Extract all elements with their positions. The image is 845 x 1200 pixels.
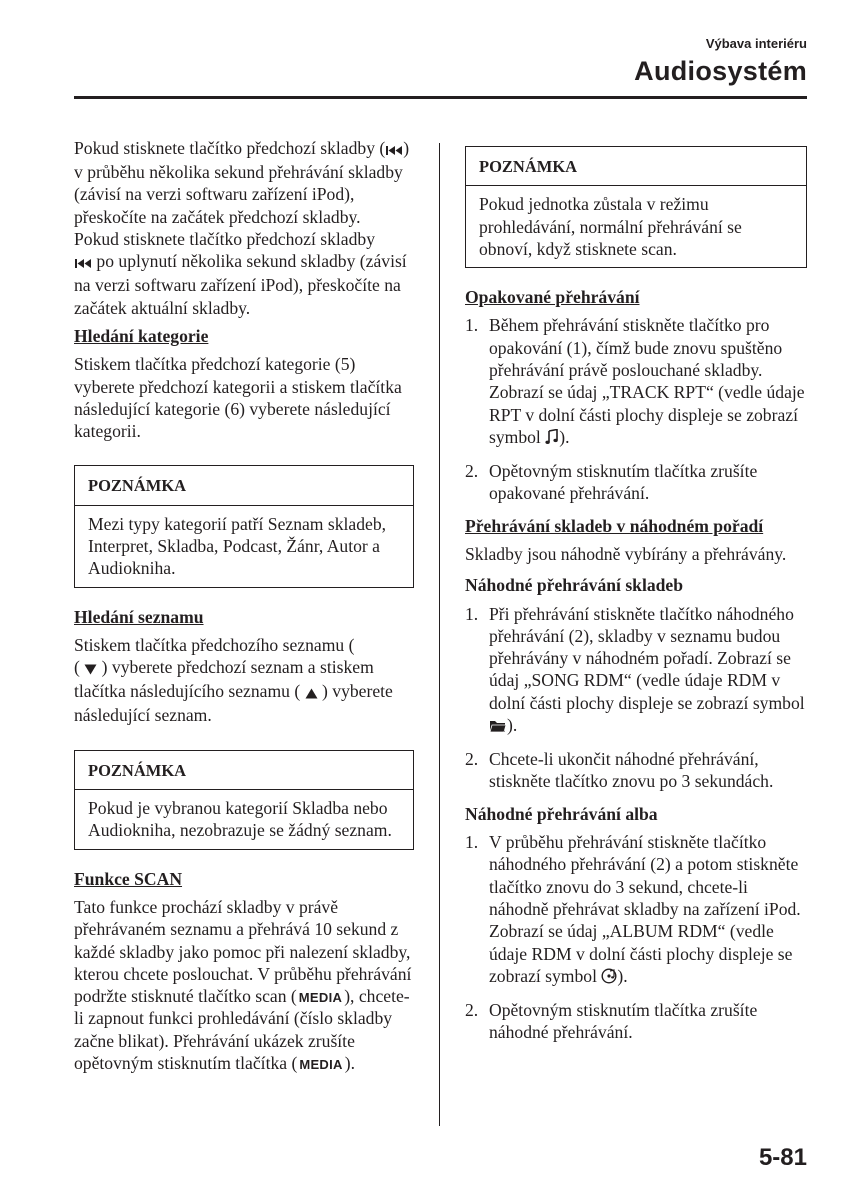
note-body: Pokud jednotka zůstala v režimu prohledávání, normální přehrávání se obnoví, když stisknete scan.: [479, 194, 742, 259]
previous-track-icon: [385, 139, 403, 161]
list-search-heading: Hledání seznamu: [74, 606, 204, 627]
random-album-heading: Náhodné přehrávání alba: [465, 803, 658, 824]
right-column: [465, 146, 807, 1053]
note-box: [74, 750, 414, 850]
category-search-text: Stiskem tlačítka předchozí kategorie (5) vyberete předchozí kategorii a stiskem tlačítka následující kategorie (6) vyberete následující kategorii.: [74, 354, 402, 442]
list-item: 2. Chcete-li ukončit náhodné přehrávání, stiskněte tlačítko znovu po 3 sekundách.: [465, 749, 774, 792]
scan-heading: Funkce SCAN: [74, 868, 183, 889]
media-button-icon: MEDIA: [298, 990, 343, 1006]
up-arrow-icon: [305, 682, 318, 704]
list-item: 2. Opětovným stisknutím tlačítka zrušíte náhodné přehrávání.: [465, 999, 758, 1043]
down-arrow-icon: [84, 658, 97, 680]
note-title: POZNÁMKA: [75, 751, 413, 790]
section-label: Výbava interiéru: [705, 36, 807, 51]
random-text: Skladby jsou náhodně vybírány a přehrávány.: [465, 543, 787, 564]
note-body: Pokud je vybranou kategorií Skladba nebo Audiokniha, nezobrazuje se žádný seznam.: [88, 798, 392, 841]
note-box: [74, 465, 414, 587]
repeat-steps: [465, 314, 807, 504]
column-divider: [439, 143, 440, 1126]
page-title: Audiosystém: [634, 56, 807, 86]
header-rule: [74, 96, 807, 99]
list-search-text: Stiskem tlačítka předchozího seznamu ( ( ) vyberete předchozí seznam a stiskem tlačítka následujícího seznamu ( ) vyberete následující seznam.: [74, 634, 393, 726]
list-item: 1. V průběhu přehrávání stiskněte tlačítko náhodného přehrávání (2) a potom stiskněte tlačítko znovu do 3 sekund, chcete-li náhodně přehrávat skladby na zařízení iPod. Zobrazí se údaj „ALBUM RDM“ (vedle údaje RDM v dolní části plochy displeje se zobrazí symbol ).: [465, 831, 807, 989]
page-number: 5-81: [758, 1144, 807, 1171]
note-title: POZNÁMKA: [75, 466, 413, 505]
previous-track-icon: [74, 252, 92, 274]
intro-paragraph-1: Pokud stisknete tlačítko předchozí skladby ( ) v průběhu několika sekund přehrávání skladby (závisí na verzi softwaru zařízení iPod), přeskočíte na začátek předchozí skladby.: [74, 138, 410, 227]
folder-icon: [489, 716, 507, 738]
scan-text: Tato funkce prochází skladby v právě přehrávaném seznamu a přehrává 10 sekund z každé skladby jako pomoc při nalezení skladby, kterou chcete poslouchat. V průběhu přehrávání podržte stisknuté tlačítko scan ( MEDIA ), chcete-li zapnout funkci prohledávání (číslo skladby začne blikat). Přehrávání ukázek zrušíte opětovným stisknutím tlačítka ( MEDIA ).: [74, 896, 412, 1073]
random-album-steps: [465, 831, 807, 1043]
left-column: [74, 137, 414, 1074]
note-body: Mezi typy kategorií patří Seznam skladeb, Interpret, Skladba, Podcast, Žánr, Autor a Audiokniha.: [88, 513, 387, 579]
intro-paragraph-2: Pokud stisknete tlačítko předchozí skladby po uplynutí několika sekund skladby (závisí na verzi softwaru zařízení iPod), přeskočíte na začátek aktuální skladby.: [74, 228, 407, 318]
repeat-note-icon: [545, 428, 559, 450]
random-tracks-steps: [465, 603, 807, 793]
repeat-heading: Opakované přehrávání: [465, 287, 640, 308]
list-item: 1. Při přehrávání stiskněte tlačítko náhodného přehrávání (2), skladby v seznamu budou přehrávány v náhodném pořadí. Zobrazí se údaj „SONG RDM“ (vedle údaje RDM v dolní části plochy displeje se zobrazí symbol ).: [465, 603, 807, 739]
media-button-icon: MEDIA: [299, 1056, 343, 1072]
note-title: POZNÁMKA: [466, 147, 806, 186]
random-heading: Přehrávání skladeb v náhodném pořadí: [465, 515, 764, 536]
album-disc-icon: [601, 967, 617, 989]
note-box: [465, 146, 807, 268]
category-search-heading: Hledání kategorie: [74, 325, 209, 346]
random-tracks-heading: Náhodné přehrávání skladeb: [465, 575, 684, 596]
list-item: 2. Opětovným stisknutím tlačítka zrušíte opakované přehrávání.: [465, 461, 758, 504]
list-item: 1. Během přehrávání stiskněte tlačítko pro opakování (1), čímž bude znovu spuštěno přehrávání právě poslouchané skladby. Zobrazí se údaj „TRACK RPT“ (vedle údaje RPT v dolní části plochy displeje se zobrazí symbol ).: [465, 314, 807, 450]
